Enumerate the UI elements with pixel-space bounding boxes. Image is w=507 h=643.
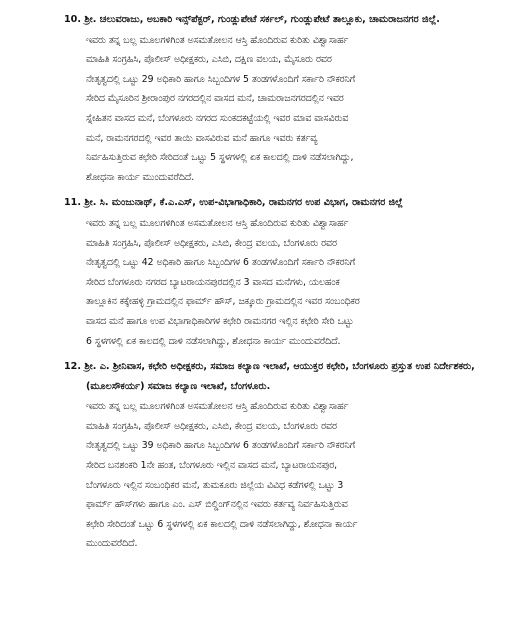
body-line: ಸೇರಿದ ಬೆಂಗಳೂರು ನಗರದ ಬ್ಯಾಟರಾಯನಪುರದಲ್ಲಿನ 3 ವಾಸದ ಮನೆಗಳು, ಯಲಹಂಕ xyxy=(86,276,340,288)
body-line: ಮಾಹಿತಿ ಸಂಗ್ರಹಿಸಿ, ಪೊಲೀಸ್ ಅಧೀಕ್ಷಕರು, ಎಸಿಬಿ, ಕೇಂದ್ರ ವಲಯ, ಬೆಂಗಳೂರು ರವರ xyxy=(86,420,337,432)
item-title: ಶ್ರೀ. ಸಿ. ಮಂಜುನಾಥ್, ಕೆ.ಎ.ಎಸ್, ಉಪ-ವಿಭಾಗಾಧಿಕಾರಿ, ರಾಮನಗರ ಉಪ ವಿಭಾಗ, ರಾಮನಗರ ಜಿಲ್ಲೆ xyxy=(84,197,403,209)
item-body xyxy=(86,31,477,188)
item-11 xyxy=(64,193,477,351)
item-12 xyxy=(64,357,477,554)
body-line: ಇವರು ತನ್ನ ಬಲ್ಲ ಮೂಲಗಳಿಗಿಂತ ಅಸಮತೋಲನ ಆಸ್ತಿ ಹೊಂದಿರುವ ಕುರಿತು ವಿಶ್ವಾಸಾರ್ಹ xyxy=(86,34,349,46)
body-line: ನೇತೃತ್ವದಲ್ಲಿ ಒಟ್ಟು 39 ಅಧಿಕಾರಿ ಹಾಗೂ ಸಿಬ್ಬಂದಿಗಳ 6 ತಂಡಗಳೊಂದಿಗೆ ಸರ್ಕಾರಿ ನೌಕರನಿಗೆ xyxy=(86,440,356,452)
body-line: ಸೇರಿದ ಬನಶಂಕರಿ 1ನೇ ಹಂತ, ಬೆಂಗಳೂರು ಇಲ್ಲಿನ ವಾಸದ ಮನೆ, ಬ್ಯಾಟರಾಯನಪುರ, xyxy=(86,460,338,472)
body-line: ನೇತೃತ್ವದಲ್ಲಿ ಒಟ್ಟು 42 ಅಧಿಕಾರಿ ಹಾಗೂ ಸಿಬ್ಬಂದಿಗಳ 6 ತಂಡಗಳೊಂದಿಗೆ ಸರ್ಕಾರಿ ನೌಕರನಿಗೆ xyxy=(86,257,356,269)
item-number: 11. xyxy=(64,197,81,209)
body-line: ವಾಸದ ಮನೆ ಹಾಗೂ ಉಪ ವಿಭಾಗಾಧಿಕಾರಿಗಳ ಕಛೇರಿ ರಾಮನಗರ ಇಲ್ಲಿನ ಕಛೇರಿ ಸೇರಿ ಒಟ್ಟು xyxy=(86,315,354,327)
body-line: ಮಾಹಿತಿ ಸಂಗ್ರಹಿಸಿ, ಪೊಲೀಸ್ ಅಧೀಕ್ಷಕರು, ಎಸಿಬಿ, ಕೇಂದ್ರ ವಲಯ, ಬೆಂಗಳೂರು ರವರ xyxy=(86,237,337,249)
item-heading xyxy=(64,357,477,396)
item-10 xyxy=(64,10,477,187)
body-line: ಸ್ನೇಹಿತನ ವಾಸದ ಮನೆ, ಬೆಂಗಳೂರು ನಗರದ ಸುಂಕದಕಟ್ಟೆಯಲ್ಲಿ ಇವರ ಮಾವ ವಾಸವಿರುವ xyxy=(86,112,349,124)
item-number: 12. xyxy=(64,361,81,373)
body-line: ಮನೆ, ರಾಮನಗರದಲ್ಲಿ ಇವರ ತಾಯಿ ವಾಸವಿರುವ ಮನೆ ಹಾಗೂ ಇವರು ಕರ್ತವ್ಯ xyxy=(86,132,318,144)
item-title: ಶ್ರೀ. ಚಲುವರಾಜು, ಅಬಕಾರಿ ಇನ್ಸ್‌ಪೆಕ್ಟರ್, ಗುಂಡ್ಲುಪೇಟೆ ಸರ್ಕಲ್, ಗುಂಡ್ಲುಪೇಟೆ ತಾಲ್ಲೂಕು, ಚಾಮರಾಜನಗರ ಜಿಲ್ಲೆ. xyxy=(84,14,440,25)
item-body xyxy=(86,397,477,554)
item-heading xyxy=(64,193,477,213)
body-line: ಇವರು ತನ್ನ ಬಲ್ಲ ಮೂಲಗಳಿಗಿಂತ ಅಸಮತೋಲನ ಆಸ್ತಿ ಹೊಂದಿರುವ ಕುರಿತು ವಿಶ್ವಾಸಾರ್ಹ xyxy=(86,401,349,413)
item-body xyxy=(86,214,477,351)
body-line: ಕಛೇರಿ ಸೇರಿದಂತೆ ಒಟ್ಟು 6 ಸ್ಥಳಗಳಲ್ಲಿ ಏಕ ಕಾಲದಲ್ಲಿ ದಾಳಿ ನಡೆಸಲಾಗಿದ್ದು, ಶೋಧನಾ ಕಾರ್ಯ xyxy=(86,518,358,530)
body-line: ನಿರ್ವಹಿಸುತ್ತಿರುವ ಕಛೇರಿ ಸೇರಿದಂತೆ ಒಟ್ಟು 5 ಸ್ಥಳಗಳಲ್ಲಿ ಏಕ ಕಾಲದಲ್ಲಿ ದಾಳಿ ನಡೆಸಲಾಗಿದ್ದು, xyxy=(86,152,354,164)
body-line: ಮುಂದುವರೆದಿದೆ. xyxy=(86,538,138,550)
body-line: ಫಾರ್ಮ್ ಹೌಸ್‌ಗಳು ಹಾಗೂ ಎಂ. ಎಸ್ ಬಿಲ್ಡಿಂಗ್‌ನಲ್ಲಿನ ಇವರು ಕರ್ತವ್ಯ ನಿರ್ವಹಿಸುತ್ತಿರುವ xyxy=(86,499,348,511)
body-line: ಮಾಹಿತಿ ಸಂಗ್ರಹಿಸಿ, ಪೊಲೀಸ್ ಅಧೀಕ್ಷಕರು, ಎಸಿಬಿ, ದಕ್ಷಿಣ ವಲಯ, ಮೈಸೂರು ರವರ xyxy=(86,54,332,66)
item-title: ಶ್ರೀ. ಎ. ಶ್ರೀನಿವಾಸ, ಕಛೇರಿ ಅಧೀಕ್ಷಕರು, ಸಮಾಜ ಕಲ್ಯಾಣ ಇಲಾಖೆ, ಆಯುಕ್ತರ ಕಛೇರಿ, ಬೆಂಗಳೂರು ಪ್ರಸ್ತುತ ಉಪ ನಿರ್ದೇಶಕರು, (ಮೂಲಸೌಕರ್ಯ) ಸಮಾಜ ಕಲ್ಯಾಣ ಇಲಾಖೆ, ಬೆಂಗಳೂರು. xyxy=(84,361,475,392)
item-heading xyxy=(64,10,477,30)
body-line: 6 ಸ್ಥಳಗಳಲ್ಲಿ ಏಕ ಕಾಲದಲ್ಲಿ ದಾಳಿ ನಡೆಸಲಾಗಿದ್ದು, ಶೋಧನಾ ಕಾರ್ಯ ಮುಂದುವರೆದಿದೆ. xyxy=(86,335,341,347)
body-line: ನೇತೃತ್ವದಲ್ಲಿ ಒಟ್ಟು 29 ಅಧಿಕಾರಿ ಹಾಗೂ ಸಿಬ್ಬಂದಿಗಳ 5 ತಂಡಗಳೊಂದಿಗೆ ಸರ್ಕಾರಿ ನೌಕರನಿಗೆ xyxy=(86,73,356,85)
body-line: ಬೆಂಗಳೂರು ಇಲ್ಲಿನ ಸಂಬಂಧಿಕರ ಮನೆ, ತುಮಕೂರು ಜಿಲ್ಲೆಯ ವಿವಿಧ ಕಡೆಗಳಲ್ಲಿ ಒಟ್ಟು 3 xyxy=(86,479,344,491)
body-line: ಸೇರಿದ ಮೈಸೂರಿನ ಶ್ರೀರಾಂಪುರ ನಗರದಲ್ಲಿನ ವಾಸದ ಮನೆ, ಚಾಮರಾಜನಗರದಲ್ಲಿನ ಇವರ xyxy=(86,93,344,105)
body-line: ತಾಲ್ಲೂಕಿನ ಕಕ್ಕೇಹಳ್ಳಿ ಗ್ರಾಮದಲ್ಲಿನ ಫಾರ್ಮ್ ಹೌಸ್, ಜಕ್ಕೂರು ಗ್ರಾಮದಲ್ಲಿನ ಇವರ ಸಂಬಂಧಿಕರ xyxy=(86,296,360,308)
body-line: ಶೋಧನಾ ಕಾರ್ಯ ಮುಂದುವರೆದಿದೆ. xyxy=(86,171,195,183)
body-line: ಇವರು ತನ್ನ ಬಲ್ಲ ಮೂಲಗಳಿಗಿಂತ ಅಸಮತೋಲನ ಆಸ್ತಿ ಹೊಂದಿರುವ ಕುರಿತು ವಿಶ್ವಾಸಾರ್ಹ xyxy=(86,217,349,229)
item-number: 10. xyxy=(64,14,81,25)
